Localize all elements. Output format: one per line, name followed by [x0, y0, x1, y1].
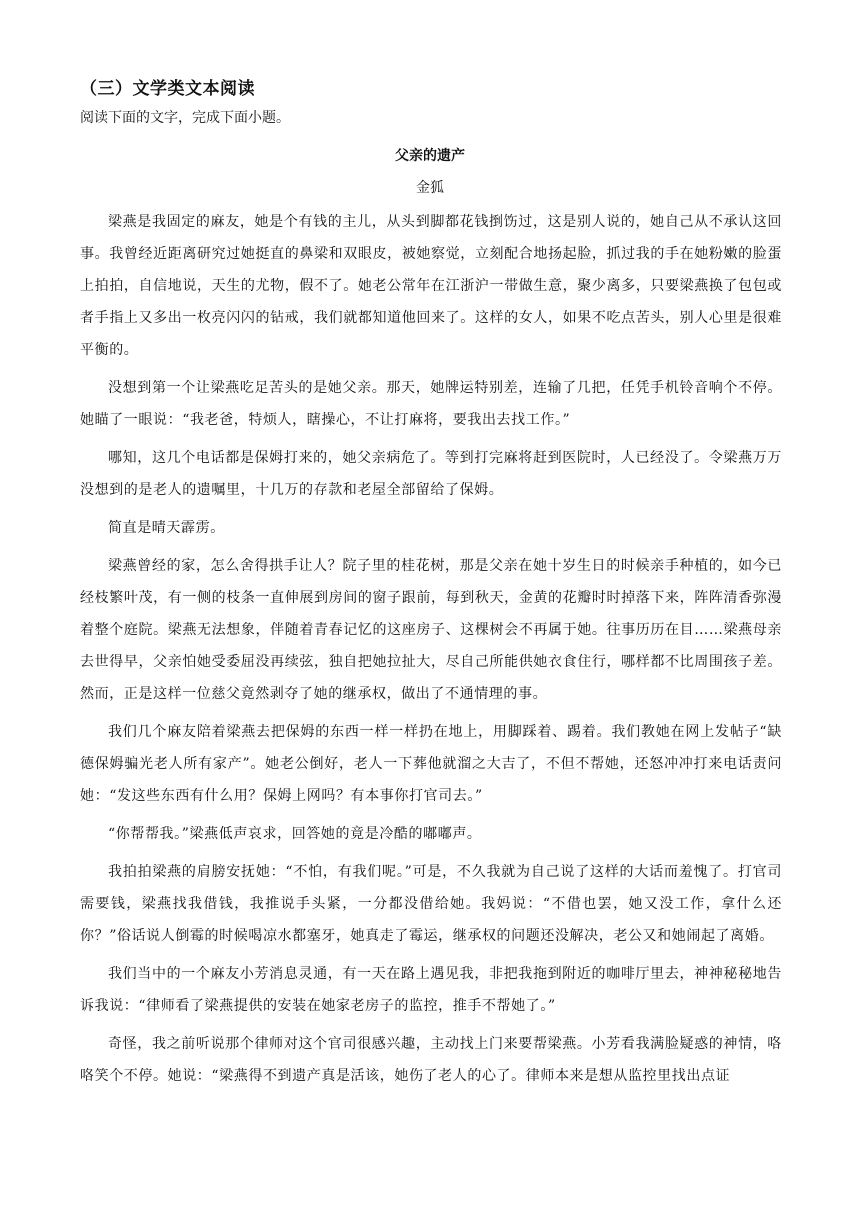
paragraph: 我们当中的一个麻友小芳消息灵通，有一天在路上遇见我，非把我拖到附近的咖啡厅里去，神神秘秘地告诉我说：“律师看了梁燕提供的安装在她家老房子的监控，推手不帮她了。”	[80, 966, 782, 1014]
section-title: （三）文学类文本阅读	[80, 79, 255, 99]
paragraph: 梁燕是我固定的麻友，她是个有钱的主儿，从头到脚都花钱捯饬过，这是别人说的，她自己从不承认这回事。我曾经近距离研究过她挺直的鼻梁和双眼皮，被她察觉，立刻配合地扬起脸，抓过我的手在她粉嫩的脸蛋上拍拍，自信地说，天生的尤物，假不了。她老公常年在江浙沪一带做生意，聚少离多，只要梁燕换了包包或者手指上又多出一枚亮闪闪的钻戒，我们就都知道他回来了。这样的女人，如果不吃点苦头，别人心里是很难平衡的。	[80, 214, 782, 358]
paragraph: 哪知，这几个电话都是保姆打来的，她父亲病危了。等到打完麻将赶到医院时，人已经没了。令梁燕万万没想到的是老人的遗嘱里，十几万的存款和老屋全部留给了保姆。	[80, 450, 782, 498]
paragraph: 我们几个麻友陪着梁燕去把保姆的东西一样一样扔在地上，用脚踩着、踢着。我们教她在网上发帖子“缺德保姆骗光老人所有家产”。她老公倒好，老人一下葬他就溜之大吉了，不但不帮她，还怒冲冲打来电话责问她：“发这些东西有什么用？保姆上网吗？有本事你打官司去。”	[80, 724, 782, 804]
paragraph: 奇怪，我之前听说那个律师对这个官司很感兴趣，主动找上门来要帮梁燕。小芳看我满脸疑惑的神情，咯咯笑个不停。她说：“梁燕得不到遗产真是活该，她伤了老人的心了。律师本来是想从监控里找出点证	[80, 1036, 782, 1084]
paragraph: 简直是晴天霹雳。	[108, 520, 225, 536]
paragraph: 梁燕曾经的家，怎么舍得拱手让人？院子里的桂花树，那是父亲在她十岁生日的时候亲手种植的，如今已经枝繁叶茂，有一侧的枝条一直伸展到房间的窗子跟前，每到秋天，金黄的花瓣时时掉落下来，阵阵清香弥漫着整个庭院。梁燕无法想象，伴随着青春记忆的这座房子、这棵树会不再属于她。往事历历在目……梁燕母亲去世得早，父亲怕她受委屈没再续弦，独自把她拉扯大，尽自己所能供她衣食住行，哪样都不比周围孩子差。然而，正是这样一位慈父竟然剥夺了她的继承权，做出了不通情理的事。	[80, 558, 782, 702]
paragraph: 我拍拍梁燕的肩膀安抚她：“不怕，有我们呢。”可是，不久我就为自己说了这样的大话而羞愧了。打官司需要钱，梁燕找我借钱，我推说手头紧，一分都没借给她。我妈说：“不借也罢，她又没工作，拿什么还你？”俗话说人倒霉的时候喝凉水都塞牙，她真走了霉运，继承权的问题还没解决，老公又和她闹起了离婚。	[80, 864, 782, 944]
article-author: 金狐	[416, 180, 444, 196]
paragraph: “你帮帮我。”梁燕低声哀求，回答她的竟是冷酷的嘟嘟声。	[108, 826, 482, 842]
article-title: 父亲的遗产	[395, 148, 465, 164]
article-body	[80, 206, 782, 1098]
paragraph: 没想到第一个让梁燕吃足苦头的是她父亲。那天，她牌运特别差，连输了几把，任凭手机铃音响个不停。她瞄了一眼说：“我老爸，特烦人，瞎操心，不让打麻将，要我出去找工作。”	[80, 380, 782, 428]
reading-instruction: 阅读下面的文字，完成下面小题。	[80, 110, 290, 126]
